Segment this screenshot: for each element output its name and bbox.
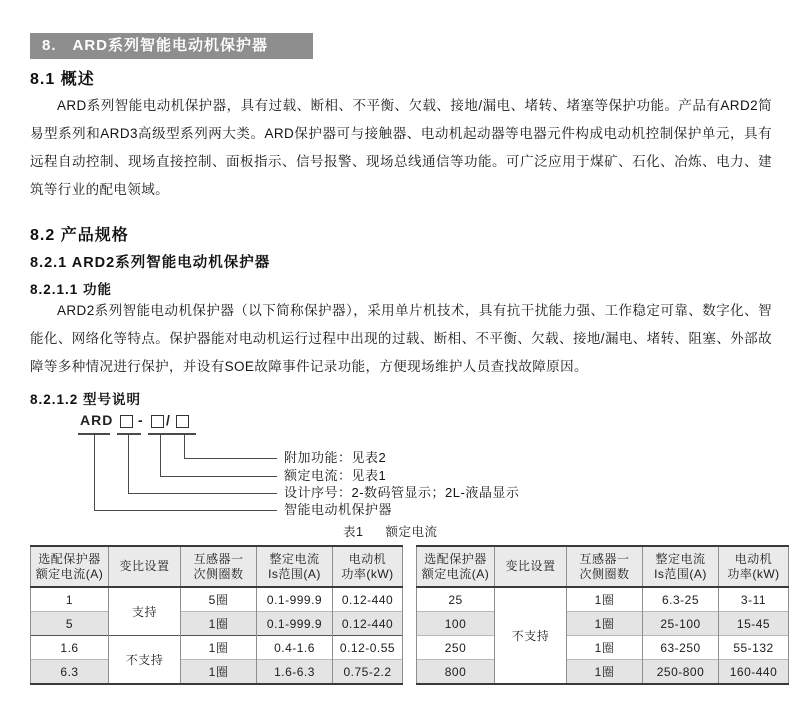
cell-rated-current: 5 — [31, 612, 109, 636]
heading-product-spec: 8.2 产品规格 — [30, 227, 129, 244]
cell-is-range: 0.1-999.9 — [257, 612, 333, 636]
cell-is-range: 63-250 — [643, 636, 719, 660]
cell-is-range: 1.6-6.3 — [257, 660, 333, 685]
cell-turns: 1圈 — [181, 636, 257, 660]
rated-current-tables — [30, 545, 789, 685]
table-row — [417, 660, 789, 685]
cell-is-range: 25-100 — [643, 612, 719, 636]
cell-motor-power: 160-440 — [719, 660, 789, 685]
cell-rated-current: 1 — [31, 587, 109, 612]
table-header-row — [417, 546, 789, 587]
model-prefix: ARD — [80, 412, 114, 428]
cell-rated-current: 25 — [417, 587, 495, 612]
table-header-row — [31, 546, 403, 587]
diagram-annotation-rated-current: 额定电流：见表1 — [284, 468, 387, 483]
overview-paragraph: ARD系列智能电动机保护器，具有过载、断相、不平衡、欠载、接地/漏电、堵转、堵塞等保护功能。产品有ARD2简易型系列和ARD3高级型系列两大类。ARD保护器可与接触器、电动机起动器等电器元件构成电动机控制保护单元，具有远程自动控制、现场直接控制、面板指示、信号报警、现场总线通信等功能。可广泛应用于煤矿、石化、冶炼、电力、建筑等行业的配电领域。 — [30, 98, 772, 197]
model-separator-dash: - — [138, 412, 143, 428]
table-row — [31, 612, 403, 636]
cell-motor-power: 0.12-440 — [333, 612, 403, 636]
col-header-turns: 互感器一 次侧圈数 — [181, 546, 257, 587]
cell-is-range: 0.1-999.9 — [257, 587, 333, 612]
cell-is-range: 6.3-25 — [643, 587, 719, 612]
diagram-connector-line — [184, 433, 185, 458]
cell-rated-current: 6.3 — [31, 660, 109, 685]
diagram-annotation-product-name: 智能电动机保护器 — [284, 502, 393, 517]
diagram-connector-line — [94, 433, 95, 510]
col-header-is-range: 整定电流 Is范围(A) — [643, 546, 719, 587]
cell-rated-current: 800 — [417, 660, 495, 685]
model-code-diagram — [0, 410, 800, 528]
heading-model-description: 8.2.1.2 型号说明 — [30, 392, 142, 407]
diagram-connector-line — [160, 433, 161, 476]
diagram-connector-line — [128, 433, 129, 493]
heading-ard2-series: 8.2.1 ARD2系列智能电动机保护器 — [30, 255, 271, 271]
cell-motor-power: 15-45 — [719, 612, 789, 636]
heading-overview: 8.1 概述 — [30, 71, 95, 88]
cell-ratio-setting: 支持 — [109, 587, 181, 636]
table1-caption — [343, 522, 437, 540]
model-placeholder-box — [151, 415, 164, 428]
cell-motor-power: 0.75-2.2 — [333, 660, 403, 685]
rated-current-table-left — [30, 545, 403, 685]
cell-is-range: 0.4-1.6 — [257, 636, 333, 660]
diagram-annotation-extra-function: 附加功能：见表2 — [284, 450, 387, 465]
table-row — [31, 660, 403, 685]
cell-rated-current: 250 — [417, 636, 495, 660]
col-header-is-range: 整定电流 Is范围(A) — [257, 546, 333, 587]
col-header-rated-current: 选配保护器 额定电流(A) — [31, 546, 109, 587]
section-number: 8. — [42, 37, 57, 54]
cell-motor-power: 55-132 — [719, 636, 789, 660]
cell-is-range: 250-800 — [643, 660, 719, 685]
heading-function: 8.2.1.1 功能 — [30, 282, 113, 297]
diagram-connector-line — [160, 476, 277, 477]
cell-turns: 1圈 — [567, 660, 643, 685]
col-header-motor-power: 电动机 功率(kW) — [719, 546, 789, 587]
col-header-ratio-setting: 变比设置 — [109, 546, 181, 587]
diagram-connector-line — [128, 493, 277, 494]
col-header-ratio-setting: 变比设置 — [495, 546, 567, 587]
table-row — [31, 587, 403, 612]
cell-motor-power: 3-11 — [719, 587, 789, 612]
cell-turns: 5圈 — [181, 587, 257, 612]
cell-turns: 1圈 — [567, 612, 643, 636]
cell-turns: 1圈 — [567, 587, 643, 612]
cell-turns: 1圈 — [181, 660, 257, 685]
model-placeholder-box — [120, 415, 133, 428]
table-row — [417, 612, 789, 636]
diagram-underline — [117, 433, 141, 435]
col-header-turns: 互感器一 次侧圈数 — [567, 546, 643, 587]
cell-rated-current: 100 — [417, 612, 495, 636]
table-row — [417, 636, 789, 660]
table1-caption-label: 表1 — [343, 525, 364, 539]
table-row — [31, 636, 403, 660]
model-placeholder-box — [176, 415, 189, 428]
cell-motor-power: 0.12-0.55 — [333, 636, 403, 660]
cell-turns: 1圈 — [567, 636, 643, 660]
section-title: ARD系列智能电动机保护器 — [72, 37, 269, 54]
table-row — [417, 587, 789, 612]
cell-ratio-setting: 不支持 — [495, 587, 567, 684]
diagram-connector-line — [184, 458, 277, 459]
diagram-annotation-design-serial: 设计序号：2-数码管显示；2L-液晶显示 — [284, 485, 520, 500]
cell-rated-current: 1.6 — [31, 636, 109, 660]
cell-turns: 1圈 — [181, 612, 257, 636]
col-header-motor-power: 电动机 功率(kW) — [333, 546, 403, 587]
table1-caption-title: 额定电流 — [385, 525, 438, 539]
model-separator-slash: / — [166, 412, 170, 428]
rated-current-table-right — [416, 545, 789, 685]
diagram-connector-line — [94, 510, 277, 511]
section-title-bar — [30, 33, 313, 59]
cell-ratio-setting: 不支持 — [109, 636, 181, 685]
cell-motor-power: 0.12-440 — [333, 587, 403, 612]
col-header-rated-current: 选配保护器 额定电流(A) — [417, 546, 495, 587]
function-paragraph: ARD2系列智能电动机保护器（以下简称保护器），采用单片机技术，具有抗干扰能力强、工作稳定可靠、数字化、智能化、网络化等特点。保护器能对电动机运行过程中出现的过载、断相、不平衡、欠载、接地/漏电、堵转、阻塞、外部故障等多种情况进行保护，并设有SOE故障事件记录功能，方便现场维护人员查找故障原因。 — [30, 303, 772, 374]
